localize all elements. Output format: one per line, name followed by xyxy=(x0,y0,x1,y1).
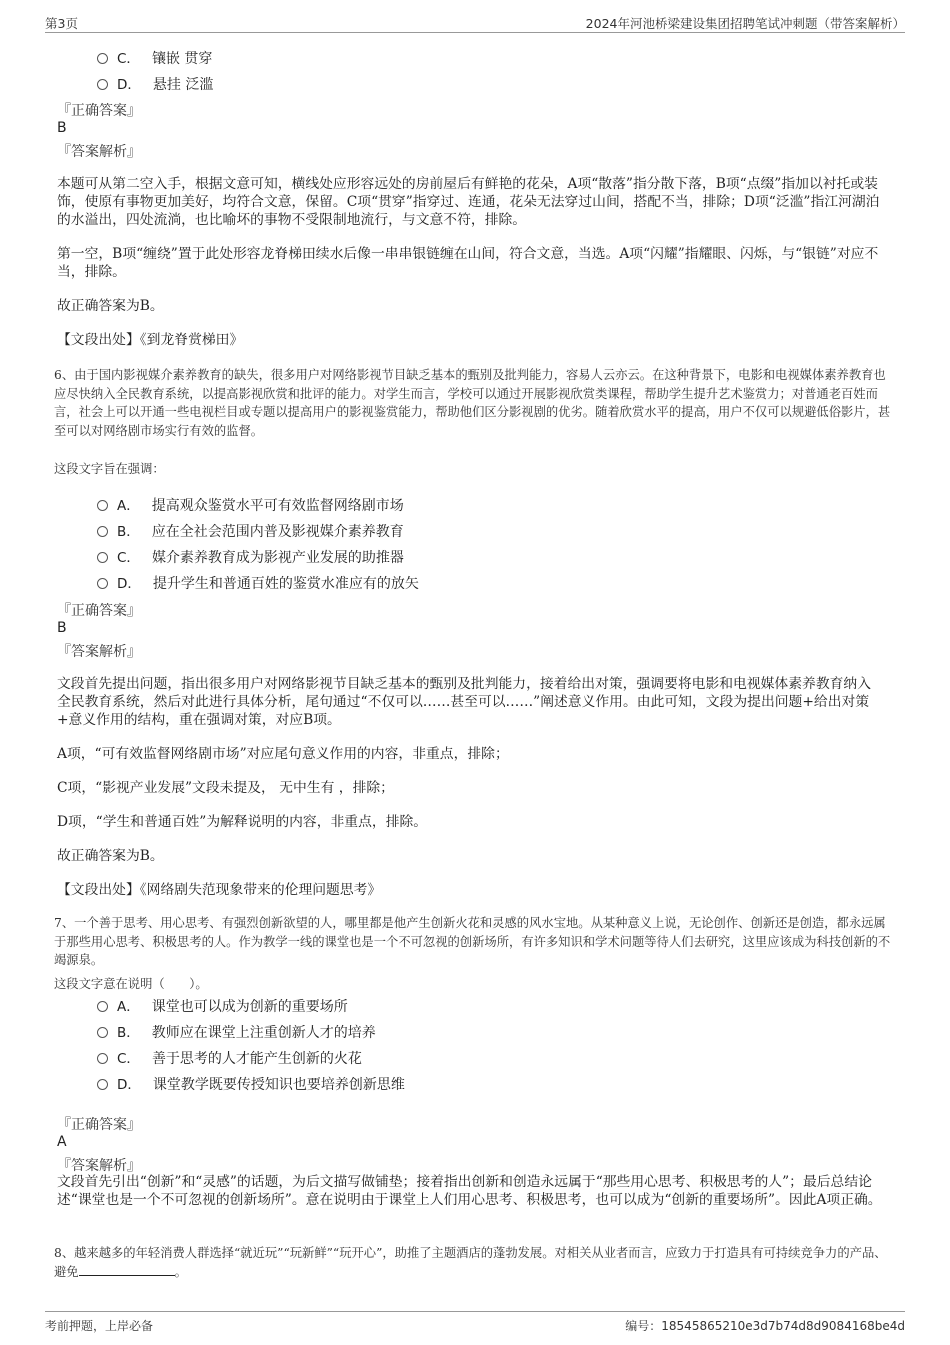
fill-blank[interactable] xyxy=(79,1263,175,1276)
q6-analysis-para-4: D项，“学生和普通百姓”为解释说明的内容，非重点，排除。 xyxy=(57,814,428,830)
q5-answer-label: 『正确答案』 xyxy=(57,103,141,119)
q6-source: 【文段出处】《网络剧失范现象带来的伦理问题思考》 xyxy=(57,882,382,898)
q8-stem: 8、越来越多的年轻消费人群选择“就近玩”“玩新鲜”“玩开心”，助推了主题酒店的蓬勃发展。对相关从业者而言，应致力于打造具有可持续竞争力的产品、避免 。 xyxy=(54,1246,887,1279)
q7-option-a[interactable]: A． 课堂也可以成为创新的重要场所 xyxy=(97,995,348,1016)
q5-source: 【文段出处】《到龙脊赏梯田》 xyxy=(57,332,244,348)
q5-answer: B xyxy=(57,120,67,136)
q5-analysis-para-2: 第一空，B项“缠绕”置于此处形容龙脊梯田续水后像一串串银链缠在山间，符合文意，当选。A项“闪耀”指耀眼、闪烁，与“银链”对应不当，排除。 xyxy=(57,246,879,280)
radio-icon[interactable] xyxy=(97,552,108,563)
page-footer xyxy=(45,1311,905,1336)
document-code: 编号：18545865210e3d7b74d8d9084168be4d xyxy=(625,1319,905,1333)
q5-analysis-label: 『答案解析』 xyxy=(57,144,141,160)
q7-option-c[interactable]: C． 善于思考的人才能产生创新的火花 xyxy=(97,1047,362,1068)
q6-option-d[interactable]: D． 提升学生和普通百姓的鉴赏水准应有的放矢 xyxy=(97,572,419,593)
q6-answer: B xyxy=(57,620,67,636)
q6-option-c[interactable]: C． 媒介素养教育成为影视产业发展的助推器 xyxy=(97,546,404,567)
radio-icon[interactable] xyxy=(97,53,108,64)
q5-analysis-para-1: 本题可从第二空入手，根据文意可知，横线处应形容远处的房前屋后有鲜艳的花朵，A项“散落”指分散下落，B项“点缀”指加以衬托或装饰，使原有事物更加美好，均符合文意，保留。C项“贯穿”指穿过、连通，花朵无法穿过山间，搭配不当，排除；D项“泛滥”指江河湖泊的水溢出，四处流淌，也比喻坏的事物不受限制地流行，与文意不符，排除。 xyxy=(57,176,880,228)
q7-analysis-label: 『答案解析』 xyxy=(57,1158,141,1174)
radio-icon[interactable] xyxy=(97,1053,108,1064)
q7-answer: A xyxy=(57,1134,67,1150)
q7-prompt: 这段文字意在说明（ ）。 xyxy=(54,977,208,991)
q5-option-d[interactable]: D． 悬挂 泛滥 xyxy=(97,73,213,94)
q7-analysis: 文段首先引出“创新”和“灵感”的话题，为后文描写做铺垫；接着指出创新和创造永远属于“那些用心思考、积极思考的人”；最后总结论述“课堂也是一个不可忽视的创新场所”。意在说明由于课堂上人们用心思考、积极思考，也可以成为“创新的重要场所”。因此A项正确。 xyxy=(57,1174,882,1208)
radio-icon[interactable] xyxy=(97,1001,108,1012)
q6-stem: 6、由于国内影视媒介素养教育的缺失，很多用户对网络影视节目缺乏基本的甄别及批判能力，容易人云亦云。在这种背景下，电影和电视媒体素养教育也应尽快纳入全民教育系统，以提高影视欣赏和批评的能力。对学生而言，学校可以通过开展影视欣赏类课程，帮助学生提升艺术鉴赏力；对普通老百姓而言，社会上可以开通一些电视栏目或专题以提高用户的影视鉴赏能力，帮助他们区分影视剧的优劣。随着欣赏水平的提高，用户不仅可以规避低俗影片，甚至可以对网络剧市场实行有效的监督。 xyxy=(54,368,891,438)
page-number: 第3页 xyxy=(45,16,78,31)
q6-answer-label: 『正确答案』 xyxy=(57,603,141,619)
q6-analysis-label: 『答案解析』 xyxy=(57,644,141,660)
q5-option-c[interactable]: C． 镶嵌 贯穿 xyxy=(97,47,212,68)
radio-icon[interactable] xyxy=(97,500,108,511)
radio-icon[interactable] xyxy=(97,578,108,589)
q6-analysis-para-2: A项，“可有效监督网络剧市场”对应尾句意义作用的内容，非重点，排除； xyxy=(57,746,509,762)
q7-option-d[interactable]: D． 课堂教学既要传授知识也要培养创新思维 xyxy=(97,1073,405,1094)
q6-option-a[interactable]: A． 提高观众鉴赏水平可有效监督网络剧市场 xyxy=(97,494,404,515)
document-title: 2024年河池桥梁建设集团招聘笔试冲刺题（带答案解析） xyxy=(585,16,905,31)
q5-analysis-para-3: 故正确答案为B。 xyxy=(57,298,164,314)
q6-prompt: 这段文字旨在强调： xyxy=(54,462,165,476)
q6-analysis-para-3: C项，“影视产业发展”文段未提及， 无中生有 ，排除； xyxy=(57,780,394,796)
radio-icon[interactable] xyxy=(97,526,108,537)
q6-analysis-para-1: 文段首先提出问题，指出很多用户对网络影视节目缺乏基本的甄别及批判能力，接着给出对策，强调要将电影和电视媒体素养教育纳入全民教育系统，然后对此进行具体分析，尾句通过“不仅可以……甚至可以……”阐述意义作用。由此可知，文段为提出问题+给出对策+意义作用的结构，重在强调对策，对应B项。 xyxy=(57,676,872,728)
radio-icon[interactable] xyxy=(97,1079,108,1090)
footer-slogan: 考前押题，上岸必备 xyxy=(45,1319,154,1333)
q7-stem: 7、一个善于思考、用心思考、有强烈创新欲望的人，哪里都是他产生创新火花和灵感的风水宝地。从某种意义上说，无论创作、创新还是创造，都永远属于那些用心思考、积极思考的人。作为教学一线的课堂也是一个不可忽视的创新场所，有许多知识和学术问题等待人们去研究，这里应该成为科技创新的不竭源泉。 xyxy=(54,916,891,967)
q6-analysis-para-5: 故正确答案为B。 xyxy=(57,848,164,864)
radio-icon[interactable] xyxy=(97,1027,108,1038)
q6-option-b[interactable]: B． 应在全社会范围内普及影视媒介素养教育 xyxy=(97,520,404,541)
q7-answer-label: 『正确答案』 xyxy=(57,1117,141,1133)
q7-option-b[interactable]: B． 教师应在课堂上注重创新人才的培养 xyxy=(97,1021,376,1042)
page-header xyxy=(45,10,905,33)
radio-icon[interactable] xyxy=(97,79,108,90)
